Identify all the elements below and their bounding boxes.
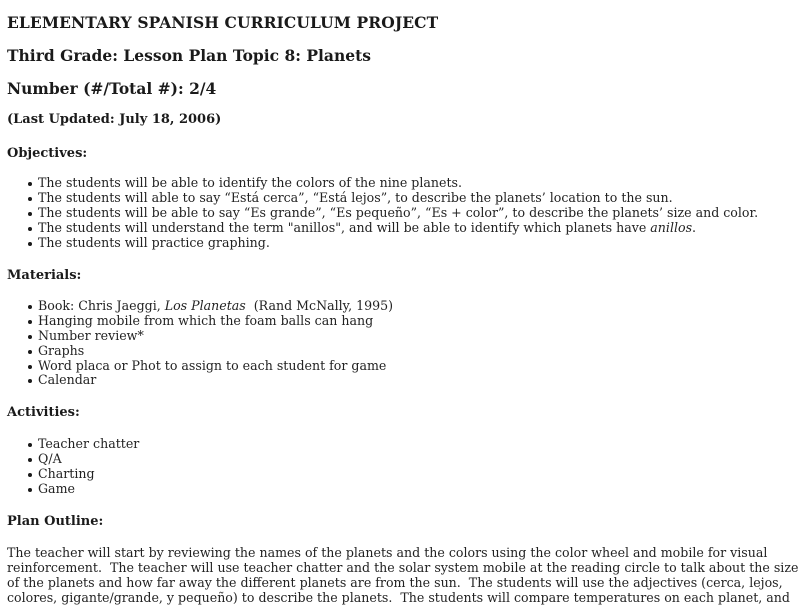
objective-item: The students will understand the term "anillos", and will be able to identify which planets have anillos.: [7, 221, 758, 236]
activity-item: Game: [7, 482, 139, 497]
paragraph-line: of the planets and how far away the different planets are from the sun. The students will use the adjectives (cerca, lejos,: [7, 575, 783, 590]
activity-item: Q/A: [7, 452, 139, 467]
material-item: Word placa or Phot to assign to each student for game: [7, 359, 393, 374]
material-item: Hanging mobile from which the foam balls can hang: [7, 314, 393, 329]
plan-outline-paragraph: [7, 545, 799, 605]
material-item: Book: Chris Jaeggi, Los Planetas (Rand McNally, 1995): [7, 299, 393, 314]
activity-item: Teacher chatter: [7, 437, 139, 452]
material-item: Number review*: [7, 329, 393, 344]
lesson-topic-heading: Third Grade: Lesson Plan Topic 8: Planets: [7, 46, 371, 65]
objective-item: The students will be able to identify the colors of the nine planets.: [7, 176, 758, 191]
plan-outline-heading: Plan Outline:: [7, 514, 104, 529]
objectives-heading: Objectives:: [7, 146, 88, 161]
objective-item: The students will practice graphing.: [7, 236, 758, 251]
objectives-list: [7, 176, 758, 250]
activities-heading: Activities:: [7, 405, 80, 420]
objective-item: The students will be able to say “Es grande”, “Es pequeño”, “Es + color”, to describe the planets’ size and color.: [7, 206, 758, 221]
lesson-number-heading: Number (#/Total #): 2/4: [7, 79, 217, 98]
materials-list: [7, 299, 393, 388]
activities-list: [7, 437, 139, 497]
activity-item: Charting: [7, 467, 139, 482]
material-item: Calendar: [7, 373, 393, 388]
materials-heading: Materials:: [7, 268, 82, 283]
material-item: Graphs: [7, 344, 393, 359]
paragraph-line: reinforcement. The teacher will use teacher chatter and the solar system mobile at the reading circle to talk about the size: [7, 560, 799, 575]
paragraph-line: The teacher will start by reviewing the names of the planets and the colors using the color wheel and mobile for visual: [7, 545, 768, 560]
paragraph-line: colores, gigante/grande, y pequeño) to describe the planets. The students will compare temperatures on each planet, and: [7, 590, 790, 605]
objective-item: The students will able to say “Está cerca”, “Está lejos”, to describe the planets’ location to the sun.: [7, 191, 758, 206]
document-title: ELEMENTARY SPANISH CURRICULUM PROJECT: [7, 13, 439, 32]
last-updated-label: (Last Updated: July 18, 2006): [7, 112, 222, 127]
